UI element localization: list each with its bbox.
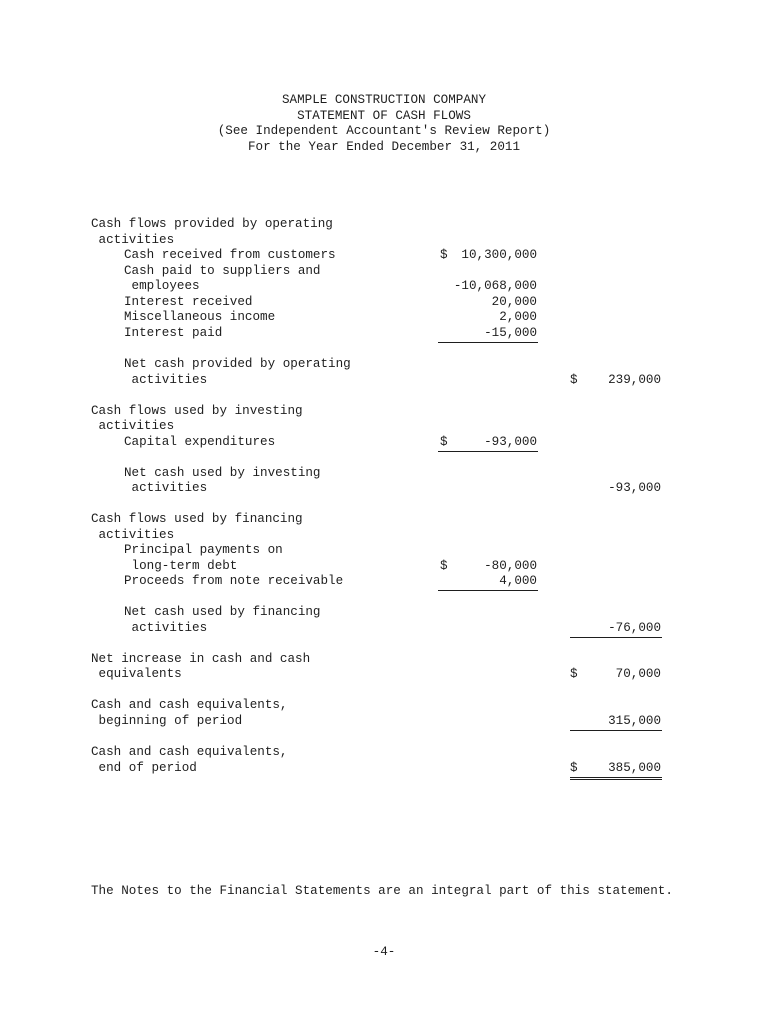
- net-label: Net cash used by investing: [124, 466, 321, 480]
- subtotal-rule: [438, 342, 538, 343]
- line-item-label: Proceeds from note receivable: [124, 574, 344, 588]
- financing-heading-cont: activities: [91, 528, 175, 542]
- net-label-cont: activities: [124, 621, 208, 635]
- net-label: Net cash provided by operating: [124, 357, 351, 371]
- line-item-label-cont: long-term debt: [124, 559, 238, 573]
- line-item-label: Interest received: [124, 295, 253, 309]
- investing-heading: Cash flows used by investing: [91, 404, 303, 418]
- line-item-amount: 4,000: [499, 574, 537, 588]
- currency-symbol: $: [570, 373, 578, 387]
- line-item-label: Principal payments on: [124, 543, 283, 557]
- line-item-label: Interest paid: [124, 326, 223, 340]
- review-note: (See Independent Accountant's Review Report): [217, 124, 551, 139]
- line-item-amount: -80,000: [484, 559, 537, 573]
- net-amount: -76,000: [608, 621, 661, 635]
- line-item-amount: 2,000: [499, 310, 537, 324]
- notes-disclaimer: The Notes to the Financial Statements are an integral part of this statement.: [91, 884, 673, 898]
- net-label-cont: activities: [124, 481, 208, 495]
- operating-heading-cont: activities: [91, 233, 175, 247]
- net-increase-amount: 70,000: [615, 667, 661, 681]
- statement-title: STATEMENT OF CASH FLOWS: [297, 108, 471, 123]
- currency-symbol: $: [440, 559, 448, 573]
- line-item-label: Cash paid to suppliers and: [124, 264, 321, 278]
- currency-symbol: $: [570, 667, 578, 681]
- beginning-cash-amount: 315,000: [608, 714, 661, 728]
- beginning-cash-label-cont: beginning of period: [91, 714, 243, 728]
- ending-cash-label-cont: end of period: [91, 761, 197, 775]
- currency-symbol: $: [570, 761, 578, 775]
- line-item-amount: -93,000: [484, 435, 537, 449]
- net-label: Net cash used by financing: [124, 605, 321, 619]
- net-amount: -93,000: [608, 481, 661, 495]
- ending-cash-label: Cash and cash equivalents,: [91, 745, 288, 759]
- currency-symbol: $: [440, 248, 448, 262]
- net-label-cont: activities: [124, 373, 208, 387]
- total-rule: [570, 637, 662, 638]
- net-amount: 239,000: [608, 373, 661, 387]
- line-item-amount: -15,000: [484, 326, 537, 340]
- page-number: -4-: [372, 945, 396, 959]
- grand-total-double-rule: [570, 777, 662, 780]
- net-increase-label-cont: equivalents: [91, 667, 182, 681]
- line-item-label: Capital expenditures: [124, 435, 276, 449]
- line-item-amount: -10,068,000: [453, 279, 537, 293]
- subtotal-rule: [438, 451, 538, 452]
- line-item-amount: 10,300,000: [461, 248, 537, 262]
- total-rule: [570, 730, 662, 731]
- line-item-label: Cash received from customers: [124, 248, 336, 262]
- company-name: SAMPLE CONSTRUCTION COMPANY: [281, 93, 487, 107]
- statement-header: [0, 93, 768, 155]
- beginning-cash-label: Cash and cash equivalents,: [91, 698, 288, 712]
- ending-cash-amount: 385,000: [608, 761, 661, 775]
- line-item-label: Miscellaneous income: [124, 310, 276, 324]
- investing-heading-cont: activities: [91, 419, 175, 433]
- subtotal-rule: [438, 590, 538, 591]
- line-item-label-cont: employees: [124, 279, 200, 293]
- net-increase-label: Net increase in cash and cash: [91, 652, 311, 666]
- operating-heading: Cash flows provided by operating: [91, 217, 333, 231]
- line-item-amount: 20,000: [491, 295, 537, 309]
- period-line: For the Year Ended December 31, 2011: [247, 139, 521, 154]
- currency-symbol: $: [440, 435, 448, 449]
- financing-heading: Cash flows used by financing: [91, 512, 303, 526]
